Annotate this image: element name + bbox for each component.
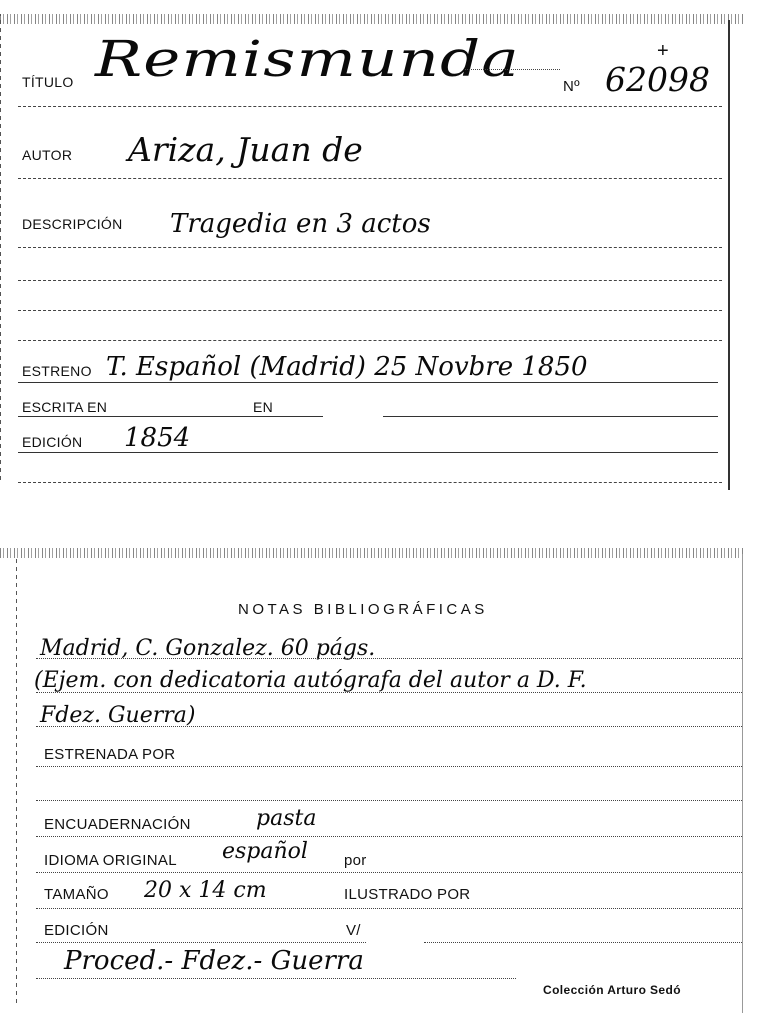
descripcion-label: DESCRIPCIÓN xyxy=(22,216,123,232)
estreno-label: ESTRENO xyxy=(22,363,92,379)
back-line-10 xyxy=(36,978,516,979)
autor-label: AUTOR xyxy=(22,147,73,163)
proced-value: Proced.- Fdez.- Guerra xyxy=(64,946,364,976)
collection-footer: Colección Arturo Sedó xyxy=(543,983,681,997)
back-line-5 xyxy=(36,800,742,801)
back-line-1 xyxy=(36,658,742,659)
card-left-edge xyxy=(16,558,17,1003)
titulo-label: TÍTULO xyxy=(22,74,74,90)
ilustrado-label: ILUSTRADO POR xyxy=(344,886,471,903)
front-line-2 xyxy=(18,178,722,179)
paper-blot xyxy=(330,404,380,428)
back-line-2 xyxy=(36,692,742,693)
front-line-4 xyxy=(18,280,722,281)
card-left-edge xyxy=(0,14,1,480)
back-line-3 xyxy=(36,726,742,727)
front-line-9 xyxy=(18,452,718,453)
tamano-value: 20 x 14 cm xyxy=(144,878,267,903)
idioma-value: español xyxy=(222,839,308,864)
note-line-3: Fdez. Guerra) xyxy=(40,703,196,728)
titulo-dotted-fill xyxy=(465,69,560,70)
back-line-6 xyxy=(36,836,742,837)
back-line-9a xyxy=(36,942,366,943)
back-line-7 xyxy=(36,872,742,873)
tamano-label: TAMAÑO xyxy=(44,886,109,903)
front-line-6 xyxy=(18,340,722,341)
idioma-label: IDIOMA ORIGINAL xyxy=(44,852,177,869)
back-line-9b xyxy=(424,942,742,943)
card-top-speckle xyxy=(0,14,745,24)
descripcion-value: Tragedia en 3 actos xyxy=(170,209,431,239)
encuadernacion-label: ENCUADERNACIÓN xyxy=(44,816,191,833)
front-line-1 xyxy=(18,106,722,107)
note-line-1: Madrid, C. Gonzalez. 60 págs. xyxy=(40,636,376,661)
card-right-edge xyxy=(742,554,743,1013)
plus-mark: + xyxy=(657,40,669,62)
back-edicion-label: EDICIÓN xyxy=(44,922,109,939)
note-line-2: (Ejem. con dedicatoria autógrafa del autor a D. F. xyxy=(34,668,587,693)
edicion-value: 1854 xyxy=(124,423,191,453)
estrenada-label: ESTRENADA POR xyxy=(44,746,176,763)
autor-value: Ariza, Juan de xyxy=(128,130,363,169)
numero-value: 62098 xyxy=(605,60,710,99)
back-line-8 xyxy=(36,908,742,909)
titulo-value: Remismunda xyxy=(95,30,520,88)
front-line-8b xyxy=(383,416,718,417)
front-line-8a xyxy=(18,416,323,417)
notas-heading: NOTAS BIBLIOGRÁFICAS xyxy=(238,601,488,618)
escrita-en-label: EN xyxy=(253,399,274,415)
estreno-value: T. Español (Madrid) 25 Novbre 1850 xyxy=(106,352,588,382)
edicion-label: EDICIÓN xyxy=(22,434,83,450)
catalog-card-front xyxy=(0,14,745,490)
por-label: por xyxy=(344,852,367,869)
encuadernacion-value: pasta xyxy=(256,806,317,831)
front-line-5 xyxy=(18,310,722,311)
card-right-edge xyxy=(728,20,730,490)
escrita-label: ESCRITA EN xyxy=(22,399,108,415)
front-line-3 xyxy=(18,247,722,248)
front-bottom-edge xyxy=(18,482,722,483)
back-line-4 xyxy=(36,766,742,767)
card-top-speckle xyxy=(0,548,745,558)
front-line-7 xyxy=(18,382,718,383)
catalog-card-back xyxy=(0,548,745,1013)
vi-label: V/ xyxy=(346,922,361,939)
numero-label: Nº xyxy=(563,78,580,95)
